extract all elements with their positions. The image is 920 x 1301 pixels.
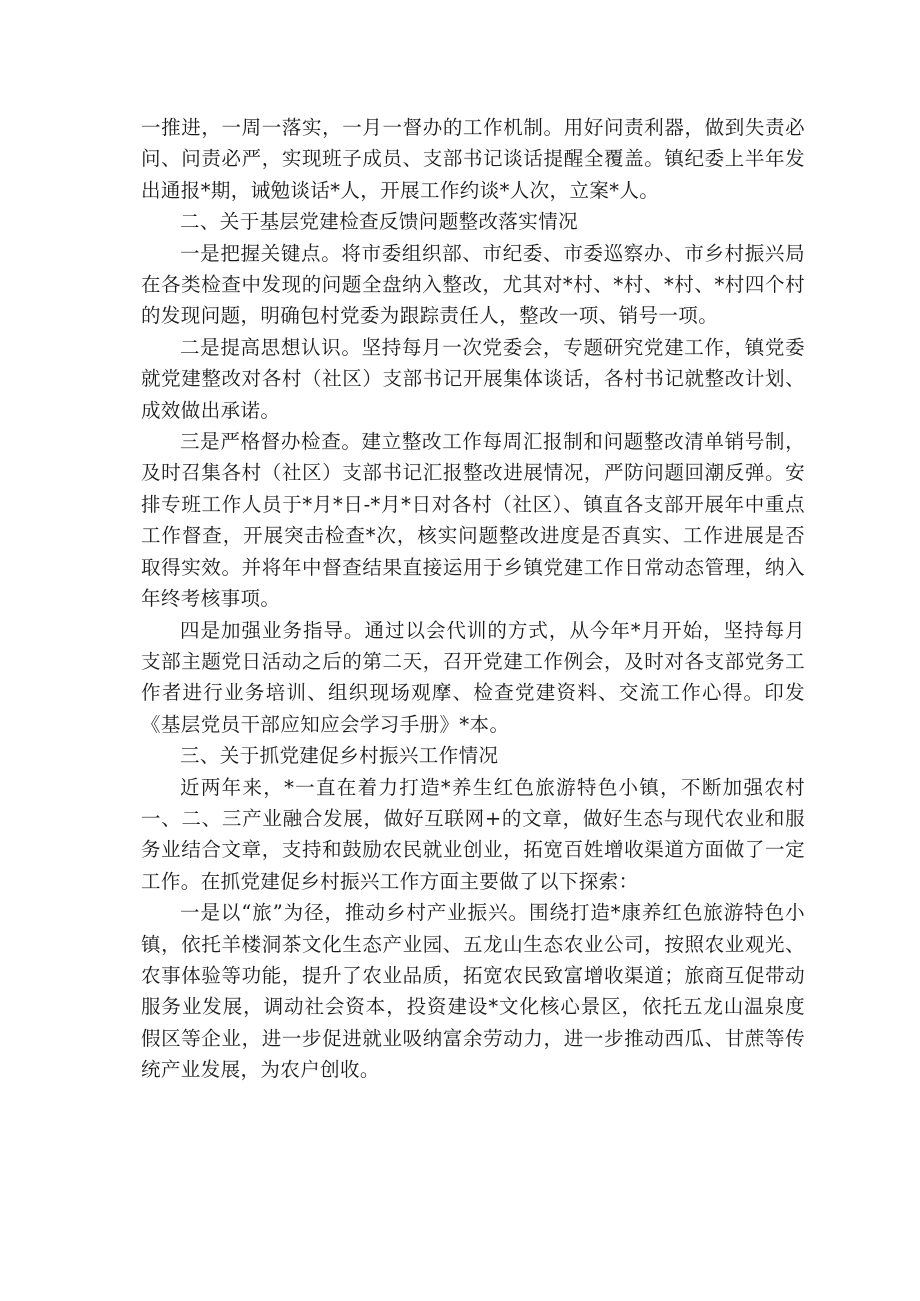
paragraph-continuation: 一推进，一周一落实，一月一督办的工作机制。用好问责利器，做到失责必问、问责必严，实现班子成员、支部书记谈话提醒全覆盖。镇纪委上半年发出通报*期，诫勉谈话*人，开展工作约谈*人次，立案*人。 <box>141 116 805 202</box>
paragraph-item-2: 二是提高思想认识。坚持每月一次党委会，专题研究党建工作，镇党委就党建整改对各村（社区）支部书记开展集体谈话，各村书记就整改计划、成效做出承诺。 <box>141 335 805 422</box>
paragraph-intro: 近两年来，*一直在着力打造*养生红色旅游特色小镇，不断加强农村一、二、三产业融合发展，做好互联网+的文章，做好生态与现代农业和服务业结合文章，支持和鼓励农民就业创业，拓宽百姓增收渠道方面做了一定工作。在抓党建促乡村振兴工作方面主要做了以下探索： <box>141 775 805 893</box>
section-heading-2: 二、关于基层党建检查反馈问题整改落实情况 <box>180 210 579 234</box>
section-heading-3: 三、关于抓党建促乡村振兴工作情况 <box>180 744 499 768</box>
document-body <box>141 112 805 1086</box>
paragraph-item-3: 三是严格督办检查。建立整改工作每周汇报制和问题整改清单销号制，及时召集各村（社区）支部书记汇报整改进展情况，严防问题回潮反弹。安排专班工作人员于*月*日-*月*日对各村（社区）、镇直各支部开展年中重点工作督查，开展突击检查*次，核实问题整改进度是否真实、工作进展是否取得实效。并将年中督查结果直接运用于乡镇党建工作日常动态管理，纳入年终考核事项。 <box>141 430 805 611</box>
paragraph-item-1: 一是把握关键点。将市委组织部、市纪委、市委巡察办、市乡村振兴局在各类检查中发现的问题全盘纳入整改，尤其对*村、*村、*村、*村四个村的发现问题，明确包村党委为跟踪责任人，整改一项、销号一项。 <box>141 241 805 328</box>
paragraph-item-4: 四是加强业务指导。通过以会代训的方式，从今年*月开始，坚持每月支部主题党日活动之后的第二天，召开党建工作例会，及时对各支部党务工作者进行业务培训、组织现场观摩、检查党建资料、交流工作心得。印发《基层党员干部应知应会学习手册》*本。 <box>141 618 805 736</box>
paragraph-tourism: 一是以“旅”为径，推动乡村产业振兴。围绕打造*康养红色旅游特色小镇，依托羊楼洞茶文化生态产业园、五龙山生态农业公司，按照农业观光、农事体验等功能，提升了农业品质，拓宽农民致富增收渠道；旅商互促带动服务业发展，调动社会资本，投资建设*文化核心景区，依托五龙山温泉度假区等企业，进一步促进就业吸纳富余劳动力，进一步推动西瓜、甘蔗等传统产业发展，为农户创收。 <box>141 901 805 1082</box>
